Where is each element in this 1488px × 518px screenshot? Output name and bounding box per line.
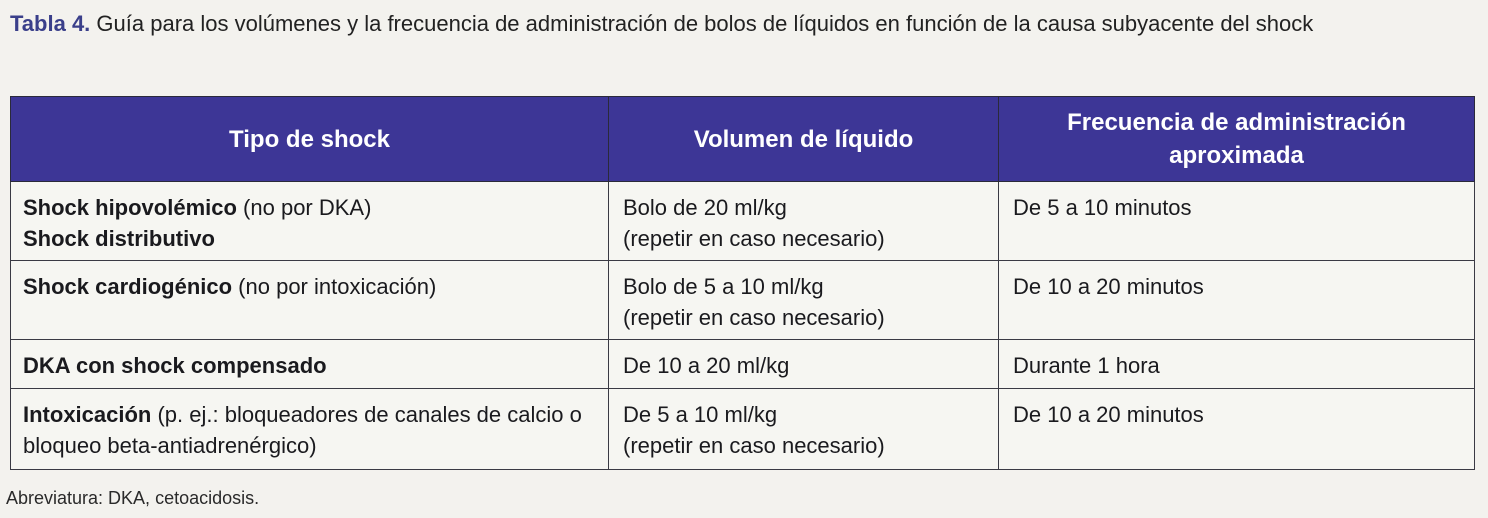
shock-type-bold: Intoxicación [23,402,152,427]
table-header-row [11,97,1475,182]
volume-note: (repetir en caso necesario) [623,305,885,330]
shock-type-bold: Shock hipovolémico [23,195,237,220]
table-row [11,340,1475,389]
cell-frequency: De 10 a 20 minutos [999,261,1475,340]
table-footnote: Abreviatura: DKA, cetoacidosis. [6,488,260,508]
table-row [11,261,1475,340]
shock-type-note: (no por DKA) [236,195,372,220]
header-frequency: Frecuencia de administración aproximada [999,97,1475,182]
volume-note: (repetir en caso necesario) [623,226,885,251]
volume-note: (repetir en caso necesario) [623,433,885,458]
cell-volume [609,340,999,389]
cell-volume [609,389,999,470]
table-caption [10,9,1430,39]
cell-frequency: De 10 a 20 minutos [999,389,1475,470]
cell-shock-type [11,389,609,470]
volume-text: Bolo de 20 ml/kg [623,195,787,220]
shock-type-bold: Shock cardiogénico [23,274,233,299]
cell-shock-type [11,261,609,340]
shock-fluid-table [10,96,1475,470]
table-number: Tabla 4. [10,11,91,36]
volume-text: De 10 a 20 ml/kg [623,353,790,378]
shock-type-bold: Shock distributivo [23,226,215,251]
caption-text: Guía para los volúmenes y la frecuencia de administración de bolos de líquidos en función de la causa subyacente del shock [90,11,1314,36]
volume-text: Bolo de 5 a 10 ml/kg [623,274,824,299]
cell-shock-type [11,340,609,389]
cell-frequency: Durante 1 hora [999,340,1475,389]
volume-text: De 5 a 10 ml/kg [623,402,778,427]
cell-frequency: De 5 a 10 minutos [999,182,1475,261]
table-row [11,182,1475,261]
header-fluid-volume: Volumen de líquido [609,97,999,182]
cell-volume [609,182,999,261]
shock-type-note: (no por intoxicación) [232,274,437,299]
shock-type-bold: DKA con shock compensado [23,353,327,378]
table-row [11,389,1475,470]
header-shock-type: Tipo de shock [11,97,609,182]
cell-volume [609,261,999,340]
shock-type-note: (p. ej.: bloqueadores de canales de calcio o bloqueo beta-antiadrenérgico) [23,402,582,458]
cell-shock-type [11,182,609,261]
